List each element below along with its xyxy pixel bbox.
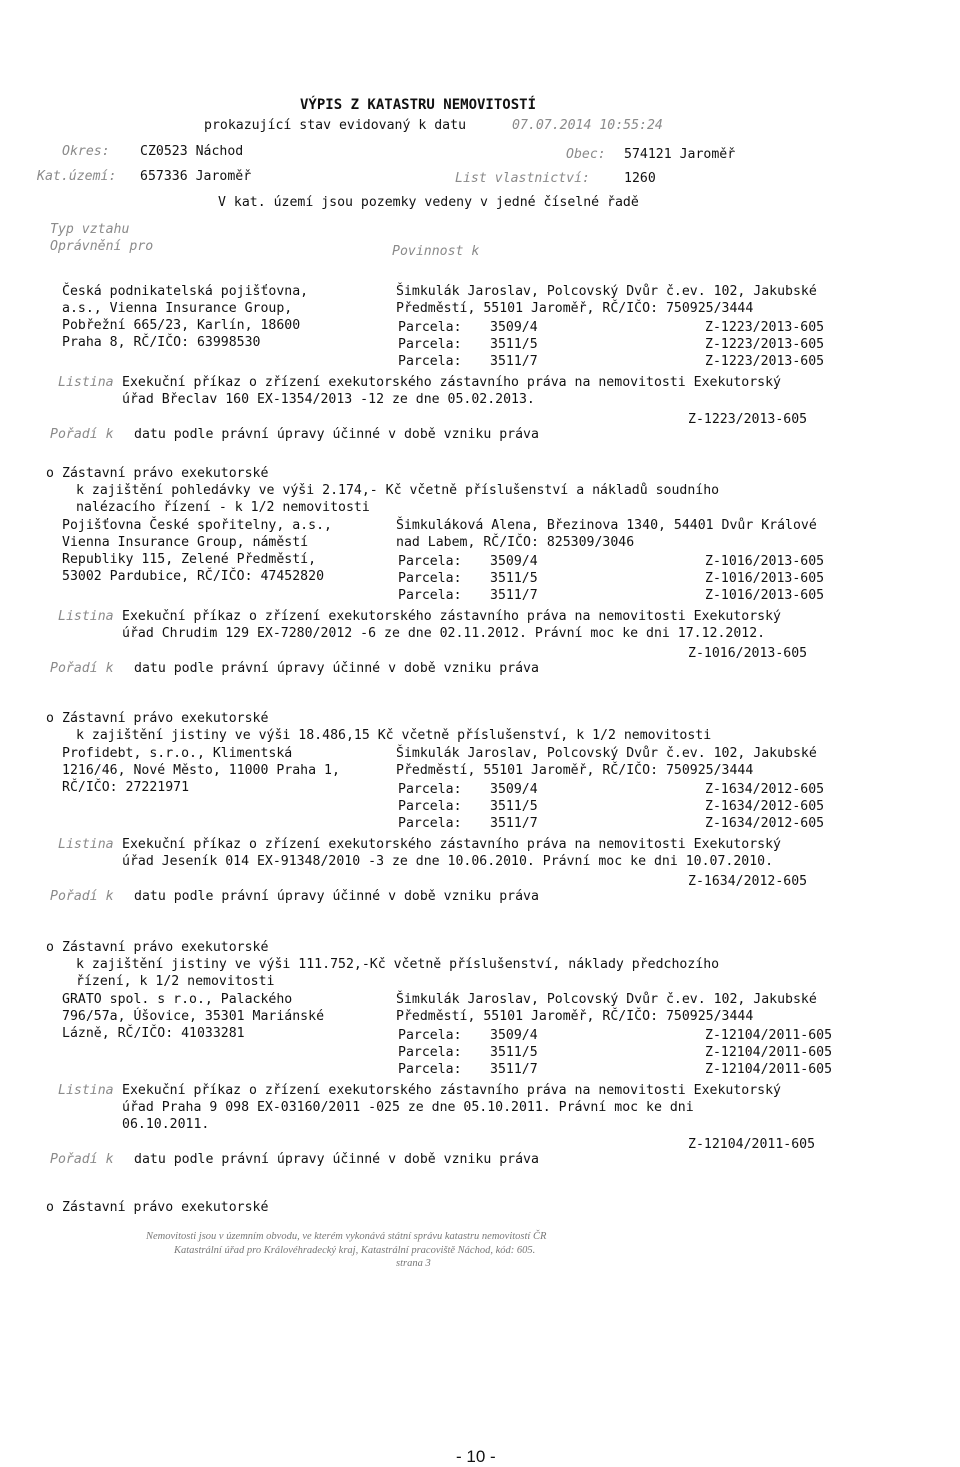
document-subtitle: prokazující stav evidovaný k datu (204, 118, 467, 133)
parcel-number: 3511/7 (490, 354, 538, 369)
creditor-line: Lázně, RČ/IČO: 41033281 (62, 1026, 245, 1041)
section-heading: Zástavní právo exekutorské (62, 711, 269, 726)
parcel-label: Parcela: (398, 799, 462, 814)
parcel-ref: Z-1223/2013-605 (705, 320, 825, 335)
creditor-line: Pojišťovna České spořitelny, a.s., (62, 518, 332, 533)
claim-text: řízení, k 1/2 nemovitosti (76, 974, 275, 989)
parcel-number: 3509/4 (490, 1028, 538, 1043)
listina-label: Listina (58, 609, 114, 624)
page-number: - 10 - (456, 1447, 496, 1466)
claim-text: k zajištění jistiny ve výši 18.486,15 Kč včetně příslušenství, k 1/2 nemovitosti (76, 728, 712, 743)
parcel-number: 3511/7 (490, 1062, 538, 1077)
claim-text: nalézacího řízení - k 1/2 nemovitosti (76, 500, 370, 515)
document-title: VÝPIS Z KATASTRU NEMOVITOSTÍ (300, 97, 537, 113)
parcel-number: 3511/5 (490, 1045, 538, 1060)
parcel-label: Parcela: (398, 571, 462, 586)
poradi-text: datu podle právní úpravy účinné v době vzniku práva (134, 661, 539, 676)
poradi-label: Pořadí k (50, 661, 114, 676)
parcel-label: Parcela: (398, 1062, 462, 1077)
listina-label: Listina (58, 1083, 114, 1098)
owner-line: Šimkulák Jaroslav, Polcovský Dvůr č.ev. 102, Jakubské (396, 746, 817, 761)
parcel-number: 3511/7 (490, 816, 538, 831)
listina-text: Exekuční příkaz o zřízení exekutorského zástavního práva na nemovitosti Exekutorský (122, 375, 781, 390)
creditor-line: GRATO spol. s r.o., Palackého (62, 992, 293, 1007)
listina-ref: Z-1634/2012-605 (688, 874, 808, 889)
listina-text: 06.10.2011. (122, 1117, 210, 1132)
owner-line: Předměstí, 55101 Jaroměř, RČ/IČO: 750925/3444 (396, 763, 754, 778)
poradi-text: datu podle právní úpravy účinné v době vzniku práva (134, 1152, 539, 1167)
listina-ref: Z-1016/2013-605 (688, 646, 808, 661)
owner-line: Šimkulák Jaroslav, Polcovský Dvůr č.ev. 102, Jakubské (396, 284, 817, 299)
listina-text: Exekuční příkaz o zřízení exekutorského zástavního práva na nemovitosti Exekutorský (122, 837, 781, 852)
okres-value: CZ0523 Náchod (140, 144, 244, 159)
parcel-label: Parcela: (398, 782, 462, 797)
typ-vztahu-label: Typ vztahu (50, 222, 130, 237)
owner-line: Šimkuláková Alena, Březinova 1340, 54401 Dvůr Králové (396, 518, 817, 533)
claim-text: k zajištění jistiny ve výši 111.752,-Kč včetně příslušenství, náklady předchozího (76, 957, 720, 972)
creditor-line: Profidebt, s.r.o., Klimentská (62, 746, 293, 761)
creditor-line: Praha 8, RČ/IČO: 63998530 (62, 335, 261, 350)
claim-text: k zajištění pohledávky ve výši 2.174,- Kč včetně příslušenství a nákladů soudního (76, 483, 720, 498)
last-section-heading: Zástavní právo exekutorské (62, 1200, 269, 1215)
parcel-label: Parcela: (398, 588, 462, 603)
okres-label: Okres: (62, 144, 110, 159)
listina-label: Listina (58, 837, 114, 852)
lv-value: 1260 (624, 171, 656, 186)
creditor-line: a.s., Vienna Insurance Group, (62, 301, 293, 316)
footer-line-1: Nemovitosti jsou v územním obvodu, ve kterém vykonává státní správu katastru nemovitostí ČR (146, 1231, 547, 1242)
parcel-ref: Z-12104/2011-605 (705, 1062, 833, 1077)
katuzemi-label: Kat.území: (37, 169, 117, 184)
obec-value: 574121 Jaroměř (624, 147, 736, 162)
footer-line-3: strana 3 (396, 1258, 431, 1269)
document-date: 07.07.2014 10:55:24 (512, 118, 663, 133)
parcel-ref: Z-1223/2013-605 (705, 354, 825, 369)
parcel-label: Parcela: (398, 1045, 462, 1060)
obec-label: Obec: (566, 147, 606, 162)
parcel-label: Parcela: (398, 554, 462, 569)
creditor-line: 1216/46, Nové Město, 11000 Praha 1, (62, 763, 340, 778)
listina-text: úřad Břeclav 160 EX-1354/2013 -12 ze dne 05.02.2013. (122, 392, 535, 407)
section-bullet: o (46, 940, 54, 955)
parcel-label: Parcela: (398, 816, 462, 831)
poradi-label: Pořadí k (50, 1152, 114, 1167)
parcel-number: 3509/4 (490, 320, 538, 335)
parcel-number: 3509/4 (490, 782, 538, 797)
creditor-line: Pobřežní 665/23, Karlín, 18600 (62, 318, 301, 333)
parcel-label: Parcela: (398, 354, 462, 369)
creditor-line: Republiky 115, Zelené Předměstí, (62, 552, 317, 567)
parcel-label: Parcela: (398, 337, 462, 352)
parcel-number: 3511/5 (490, 571, 538, 586)
owner-line: Šimkulák Jaroslav, Polcovský Dvůr č.ev. 102, Jakubské (396, 992, 817, 1007)
section-heading: Zástavní právo exekutorské (62, 940, 269, 955)
creditor-line: 796/57a, Úšovice, 35301 Mariánské (62, 1009, 325, 1024)
parcel-number: 3511/5 (490, 337, 538, 352)
poradi-label: Pořadí k (50, 889, 114, 904)
listina-text: úřad Chrudim 129 EX-7280/2012 -6 ze dne 02.11.2012. Právní moc ke dni 17.12.2012. (122, 626, 766, 641)
parcel-ref: Z-12104/2011-605 (705, 1045, 833, 1060)
parcel-ref: Z-1634/2012-605 (705, 782, 825, 797)
parcel-ref: Z-12104/2011-605 (705, 1028, 833, 1043)
owner-line: nad Labem, RČ/IČO: 825309/3046 (396, 535, 635, 550)
listina-ref: Z-1223/2013-605 (688, 412, 808, 427)
parcel-number: 3511/5 (490, 799, 538, 814)
parcel-ref: Z-1016/2013-605 (705, 588, 825, 603)
listina-text: Exekuční příkaz o zřízení exekutorského zástavního práva na nemovitosti Exekutorský (122, 609, 781, 624)
listina-ref: Z-12104/2011-605 (688, 1137, 816, 1152)
creditor-line: 53002 Pardubice, RČ/IČO: 47452820 (62, 569, 325, 584)
poradi-text: datu podle právní úpravy účinné v době vzniku práva (134, 889, 539, 904)
parcel-ref: Z-1016/2013-605 (705, 571, 825, 586)
povinnost-label: Povinnost k (392, 244, 480, 259)
listina-text: úřad Praha 9 098 EX-03160/2011 -025 ze dne 05.10.2011. Právní moc ke dni (122, 1100, 694, 1115)
listina-text: úřad Jeseník 014 EX-91348/2010 -3 ze dne 10.06.2010. Právní moc ke dni 10.07.2010. (122, 854, 774, 869)
footer-line-2: Katastrální úřad pro Královéhradecký kraj, Katastrální pracoviště Náchod, kód: 605. (174, 1245, 536, 1256)
creditor-line: Vienna Insurance Group, náměstí (62, 535, 309, 550)
cadastre-note: V kat. území jsou pozemky vedeny v jedné číselné řadě (218, 195, 639, 210)
poradi-text: datu podle právní úpravy účinné v době vzniku práva (134, 427, 539, 442)
opravneni-label: Oprávnění pro (50, 239, 154, 254)
lv-label: List vlastnictví: (455, 171, 590, 186)
owner-line: Předměstí, 55101 Jaroměř, RČ/IČO: 750925/3444 (396, 301, 754, 316)
parcel-ref: Z-1223/2013-605 (705, 337, 825, 352)
listina-text: Exekuční příkaz o zřízení exekutorského zástavního práva na nemovitosti Exekutorský (122, 1083, 781, 1098)
katuzemi-value: 657336 Jaroměř (140, 169, 252, 184)
listina-label: Listina (58, 375, 114, 390)
parcel-ref: Z-1016/2013-605 (705, 554, 825, 569)
owner-line: Předměstí, 55101 Jaroměř, RČ/IČO: 750925/3444 (396, 1009, 754, 1024)
section-bullet: o (46, 466, 54, 481)
parcel-ref: Z-1634/2012-605 (705, 799, 825, 814)
creditor-line: RČ/IČO: 27221971 (62, 780, 190, 795)
parcel-number: 3509/4 (490, 554, 538, 569)
creditor-line: Česká podnikatelská pojišťovna, (62, 284, 309, 299)
section-bullet: o (46, 711, 54, 726)
last-section-bullet: o (46, 1200, 54, 1215)
section-heading: Zástavní právo exekutorské (62, 466, 269, 481)
parcel-label: Parcela: (398, 320, 462, 335)
poradi-label: Pořadí k (50, 427, 114, 442)
parcel-label: Parcela: (398, 1028, 462, 1043)
parcel-number: 3511/7 (490, 588, 538, 603)
parcel-ref: Z-1634/2012-605 (705, 816, 825, 831)
